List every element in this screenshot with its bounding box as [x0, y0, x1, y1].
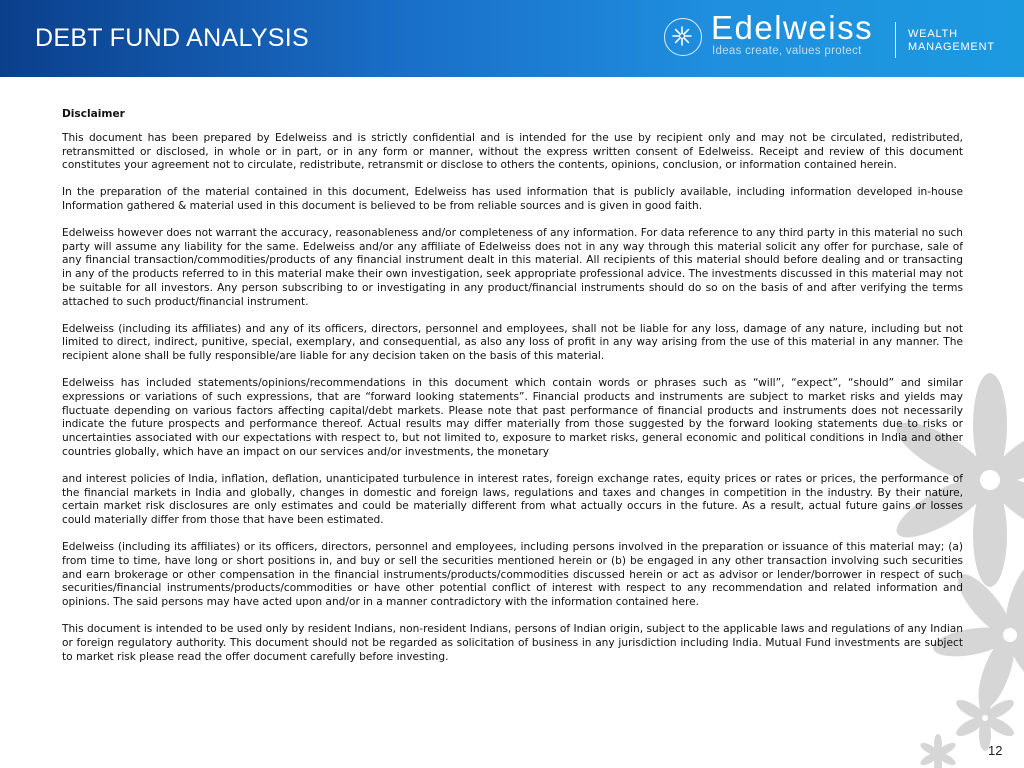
brand-name: Edelweiss — [711, 9, 874, 46]
wealth-management-label-line1: WEALTH — [908, 28, 958, 40]
disclaimer-paragraph: This document has been prepared by Edelweiss and is strictly confidential and is intended for the use by recipient only and may not be circulated, redistributed, retransmitted or disclosed, in whole or in part, or in any form or manner, without the express written consent of Edelweiss. Receipt and review of this document constitutes your agreement not to circulate, redistribute, retransmit or disclose to others the contents, opinions, conclusion, or information contained herein. — [62, 131, 963, 172]
disclaimer-paragraph: and interest policies of India, inflation, deflation, unanticipated turbulence in interest rates, foreign exchange rates, equity prices or rates or prices, the performance of the financial markets in India and globally, changes in domestic and foreign laws, regulations and taxes and changes in competition in the industry. By their nature, certain market risk disclosures are only estimates and could be materially different from what actually occurs in the future. As a result, actual future gains or losses could materially differ from those that have been estimated. — [62, 472, 963, 527]
disclaimer-paragraph: Edelweiss (including its affiliates) and any of its officers, directors, personnel and employees, shall not be liable for any loss, damage of any nature, including but not limited to direct, indirect, punitive, special, exemplary, and consequential, as also any loss of profit in any way arising from the use of this material in any manner. The recipient alone shall be fully responsible/are liable for any decision taken on the basis of this material. — [62, 322, 963, 363]
disclaimer-paragraph: Edelweiss (including its affiliates) or its officers, directors, personnel and employees, including persons involved in the preparation or issuance of this material may; (a) from time to time, have long or short positions in, and buy or sell the securities mentioned herein or (b) be engaged in any other transaction involving such securities and earn brokerage or other compensation in the financial instruments/products/commodities discussed herein or act as advisor or lender/borrower in respect of such securities/financial instruments/products/commodities or have other potential conflict of interest with respect to any recommendation and related information and opinions. The said persons may have acted upon and/or in a manner contradictory with the information contained here. — [62, 540, 963, 609]
header-bar — [0, 0, 1024, 77]
logo-divider — [895, 22, 896, 58]
disclaimer-heading: Disclaimer — [62, 108, 125, 120]
disclaimer-section — [62, 108, 963, 677]
wealth-management-label-line2: MANAGEMENT — [908, 41, 995, 53]
disclaimer-paragraph: Edelweiss has included statements/opinions/recommendations in this document which contain words or phrases such as “will”, “expect”, “should” and similar expressions or variations of such expressions, that are “forward looking statements”. Financial products and instruments are subject to market risks and yields may fluctuate depending on various factors affecting capital/debt markets. Please note that past performance of financial products and instruments does not necessarily indicate the future prospects and performance thereof. Actual results may differ materially from those suggested by the forward looking statements due to risks or uncertainties associated with our expectations with respect to, but not limited to, exposure to market risks, general economic and political conditions in India and other countries globally, which have an impact on our services and/or investments, the monetary — [62, 376, 963, 458]
edelweiss-flower-logo-icon — [664, 18, 702, 56]
page-title: DEBT FUND ANALYSIS — [35, 24, 309, 52]
disclaimer-paragraph: Edelweiss however does not warrant the accuracy, reasonableness and/or completeness of any information. For data reference to any third party in this material no such party will assume any liability for the same. Edelweiss and/or any affiliate of Edelweiss does not in any way through this material solicit any offer for purchase, sale of any financial transaction/commodities/products of any financial instrument dealt in this material. All recipients of this material should before dealing and or transacting in any of the products referred to in this material make their own investigation, seek appropriate professional advice. The investments discussed in this material may not be suitable for all investors. Any person subscribing to or investigating in any product/financial instruments should do so on the basis of and after verifying the terms attached to such product/financial instrument. — [62, 226, 963, 308]
brand-tagline: Ideas create, values protect — [712, 45, 862, 57]
disclaimer-paragraph: This document is intended to be used only by resident Indians, non-resident Indians, persons of Indian origin, subject to the applicable laws and regulations of any Indian or foreign regulatory authority. This document should not be regarded as solicitation of business in any jurisdiction including India. Mutual Fund investments are subject to market risk please read the offer document carefully before investing. — [62, 622, 963, 663]
page-number: 12 — [988, 743, 1003, 758]
disclaimer-paragraph: In the preparation of the material contained in this document, Edelweiss has used information that is publicly available, including information developed in-house Information gathered & material used in this document is believed to be from reliable sources and is given in good faith. — [62, 186, 963, 212]
